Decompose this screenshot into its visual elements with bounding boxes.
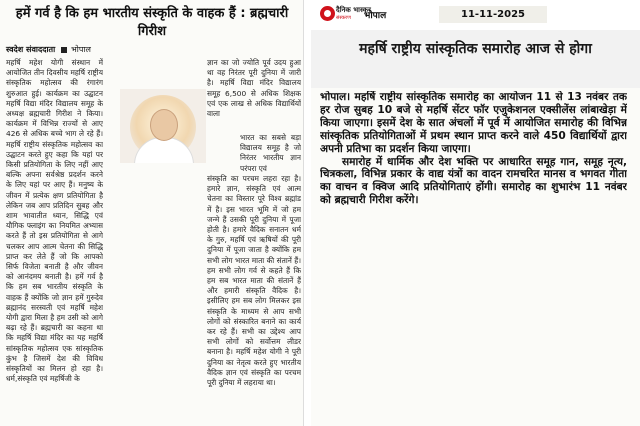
right-headline: महर्षि राष्ट्रीय सांस्कृतिक समारोह आज से होगा: [359, 41, 592, 57]
right-article-body: [320, 91, 627, 424]
sun-logo-icon: [320, 6, 335, 21]
right-paragraph-2: समारोह में धार्मिक और देश भक्ति पर आधारित समूह गान, समूह नृत्य, चित्रकला, विभिन्न प्रकार के वाद्य यंत्रों का वादन रामचरित मानस व भगवत गीता का वाचन व क्विज आदि प्रतियोगिताएं होंगी। समारोह का शुभारंभ 11 नवंबर को ब्रह्मचारी गिरीश करेंगे।: [320, 155, 627, 207]
left-column-2-top: ज्ञान का जो ज्योति पूर्व उदय हुआ था वह निरंतर पूरी दुनिया में जारी है। महर्षि विद्या मंदिर विद्यालय समूह 6,500 से अधिक शिक्षक एवं एक लाख से अधिक विद्यार्थियों वाला: [207, 58, 301, 119]
edition-date: 11-11-2025: [439, 6, 547, 23]
photo-head: [150, 109, 178, 141]
square-bullet-icon: [61, 47, 67, 53]
byline: [6, 44, 298, 56]
left-column-2-bottom: संस्कृति का परचम लहरा रहा है। हमारे ज्ञान, संस्कृति एवं आत्म चेतना का विस्तार पूरे विश्व ब्रह्मांड में है। इस भारत भूमि में जो हम जन्मे हैं उसकी पूरी दुनिया में पूजा होती है। हमारे वैदिक सनातन धर्म के गुरु, महर्षि एवं ऋषियों की पूरी दुनिया में पूजा जाता है क्योंकि हम सभी लोग भारत माता की संतानें हैं। हम सभी लोग गर्व से कहते हैं कि हम सब भारत माता की संतानें हैं और हमारी संस्कृति वैदिक है। इसीलिए हम सब लोग मिलकर इस संस्कृति के माध्यम से आप सभी लोगों को संस्कारित बनाने का कार्य कर रहे हैं। सभी का उद्देश्य आप सभी लोगों को सर्वोत्तम लीडर बनाना है। महर्षि महेश योगी ने पूरी दुनिया का नेतृत्व करते हुए भारतीय वैदिक ज्ञान एवं संस्कृति का परचम पूरी दुनिया में लहराया था।: [207, 174, 301, 388]
right-header: [311, 0, 640, 30]
edition-city: भोपाल: [364, 11, 387, 21]
right-paragraph-1: भोपाल। महर्षि राष्ट्रीय सांस्कृतिक समारोह का आयोजन 11 से 13 नवंबर तक हर रोज सुबह 10 बजे से महर्षि सेंटर फॉर एजुकेशनल एक्सीलेंस लांबाखेड़ा में किया जाएगा। इसमें देश के सात अंचलों में पूर्व में आयोजित समारोह की विभिन्न सांस्कृतिक प्रतियोगिताओं में प्रथम स्थान प्राप्त करने वाले 450 विद्यार्थियों द्वारा अपनी प्रतिभा का प्रदर्शन किया जाएगा।: [320, 91, 627, 155]
left-column-2-beside-photo: भारत का सबसे बड़ा विद्यालय समूह है जो निरंतर भारतीय ज्ञान परंपरा एवं: [240, 133, 301, 173]
brahmachari-girish-photo: [120, 89, 206, 163]
logo-name: दैनिक भास्कर: [336, 6, 371, 14]
byline-city: भोपाल: [71, 45, 91, 54]
logo-sub: संस्करण: [336, 15, 351, 21]
left-headline: हमें गर्व है कि हम भारतीय संस्कृति के वाहक हैं : ब्रह्मचारी गिरीश: [15, 6, 289, 39]
newspaper-logo: [320, 6, 371, 24]
right-headline-box: [311, 30, 640, 88]
left-news-clipping: [0, 0, 304, 426]
right-news-clipping: [311, 0, 640, 426]
left-column-1: महर्षि महेश योगी संस्थान में आयोजित तीन दिवसीय महर्षि राष्ट्रीय संस्कृतिक महोत्सव की रंगारंग शुरुआत हुई। कार्यक्रम का उद्घाटन महर्षि विद्या मंदिर विद्यालय समूह के अध्यक्ष ब्रह्मचारी गिरीश ने किया। कार्यक्रम में विभिन्न राज्यों से आए 426 से अधिक बच्चे भाग ले रहे हैं। महर्षि राष्ट्रीय संस्कृतिक महोत्सव का उद्घाटन करते हुए कहा कि यहां पर किसी प्रतियोगिता के लिए नहीं आए बल्कि अपना सर्वश्रेष्ठ प्रदर्शन करने के लिए यहां पर आए हैं। मनुष्य के जीवन में प्रत्येक क्षण प्रतियोगिता है लेकिन जब आप प्रतिदिन सुबह और शाम भावातीत ध्यान, सिद्धि एवं यौगिक फ्लाइंग का नियमित अभ्यास करते हैं तो इस प्रतियोगिता से आगे चलकर आप आत्म चेतना की सिद्धि प्राप्त कर लेते हैं जो कि आपको सिर्फ विजेता बनाती है और जीवन को आनंदमय बनाती है। हमें गर्व है कि हम सब भारतीय संस्कृति के वाहक हैं क्योंकि जो ज्ञान हमें गुरुदेव ब्रह्मानंद सरस्वती एवं महर्षि महेश योगी द्वारा मिला है हम उसी को आगे बढ़ा रहे हैं। ब्रह्मचारी का कहना था कि महर्षि विद्या मंदिर का यह महर्षि सांस्कृतिक महोत्सव एक सांस्कृतिक कुंभ है जिसमें देश की विविध संस्कृतियों का मिलन हो रहा है। धर्म,संस्कृति एवं महर्षिजी के: [6, 58, 103, 384]
byline-author: स्वदेश संवाददाता: [6, 45, 56, 54]
